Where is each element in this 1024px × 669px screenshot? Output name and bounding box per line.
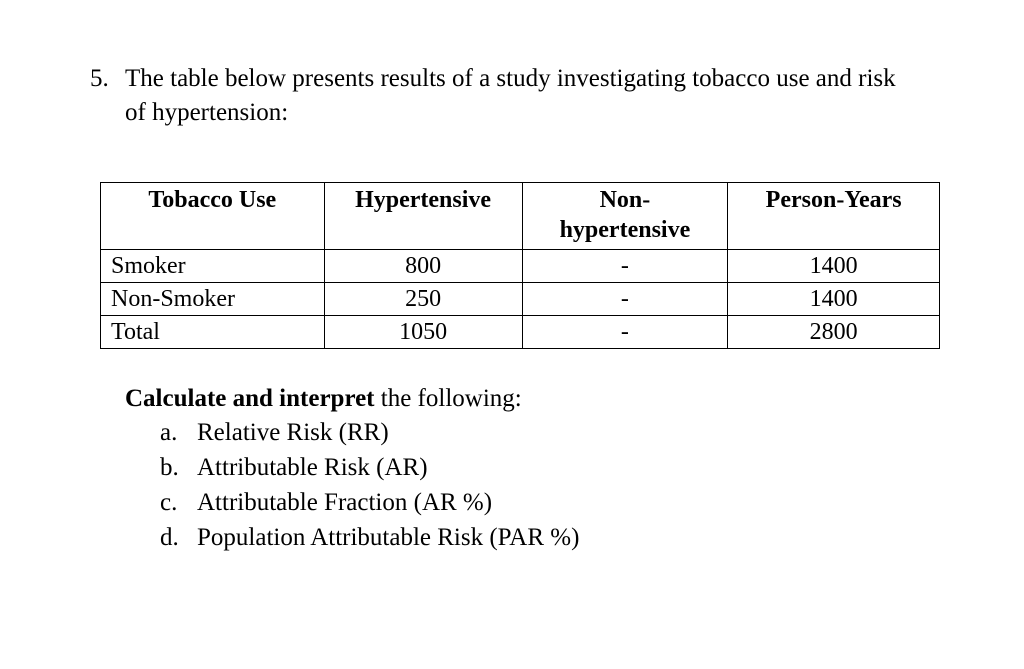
data-table: [100, 182, 940, 349]
list-marker: a.: [160, 419, 178, 446]
table-row: [101, 316, 940, 349]
cell-hypertensive: 1050: [324, 316, 522, 349]
row-label: Smoker: [101, 250, 325, 283]
cell-person-years: 1400: [728, 250, 940, 283]
calculate-heading-rest: the following:: [374, 385, 522, 412]
table-row: [101, 250, 940, 283]
table-row: [101, 283, 940, 316]
calculate-heading-bold: Calculate and interpret: [125, 385, 375, 412]
list-item: [125, 451, 579, 486]
header-person-years: Person-Years: [728, 183, 940, 250]
cell-non-hypertensive: -: [522, 250, 728, 283]
cell-hypertensive: 800: [324, 250, 522, 283]
list-item-text: Population Attributable Risk (PAR %): [197, 524, 580, 551]
question-text: [125, 62, 1005, 130]
calculate-list: [125, 416, 579, 556]
row-label: Total: [101, 316, 325, 349]
table-header-row: [101, 183, 940, 250]
question-line-1: The table below presents results of a study investigating tobacco use and risk: [125, 65, 896, 92]
list-item: [125, 486, 579, 521]
list-item-text: Attributable Fraction (AR %): [197, 489, 493, 516]
cell-hypertensive: 250: [324, 283, 522, 316]
header-non-hypertensive-line-2: hypertensive: [559, 217, 691, 243]
question-number: 5.: [90, 65, 109, 92]
calculate-heading: [125, 382, 579, 416]
cell-person-years: 1400: [728, 283, 940, 316]
header-tobacco-use: Tobacco Use: [101, 183, 325, 250]
list-marker: b.: [160, 454, 179, 481]
list-marker: c.: [160, 489, 178, 516]
cell-non-hypertensive: -: [522, 283, 728, 316]
list-marker: d.: [160, 524, 179, 551]
list-item: [125, 521, 579, 556]
cell-non-hypertensive: -: [522, 316, 728, 349]
header-hypertensive: Hypertensive: [324, 183, 522, 250]
row-label: Non-Smoker: [101, 283, 325, 316]
list-item: [125, 416, 579, 451]
list-item-text: Attributable Risk (AR): [197, 454, 428, 481]
question-line-2: of hypertension:: [125, 99, 289, 126]
list-item-text: Relative Risk (RR): [197, 419, 389, 446]
header-non-hypertensive: [522, 183, 728, 250]
cell-person-years: 2800: [728, 316, 940, 349]
header-non-hypertensive-line-1: Non-: [599, 187, 651, 213]
calculate-section: [125, 382, 579, 556]
